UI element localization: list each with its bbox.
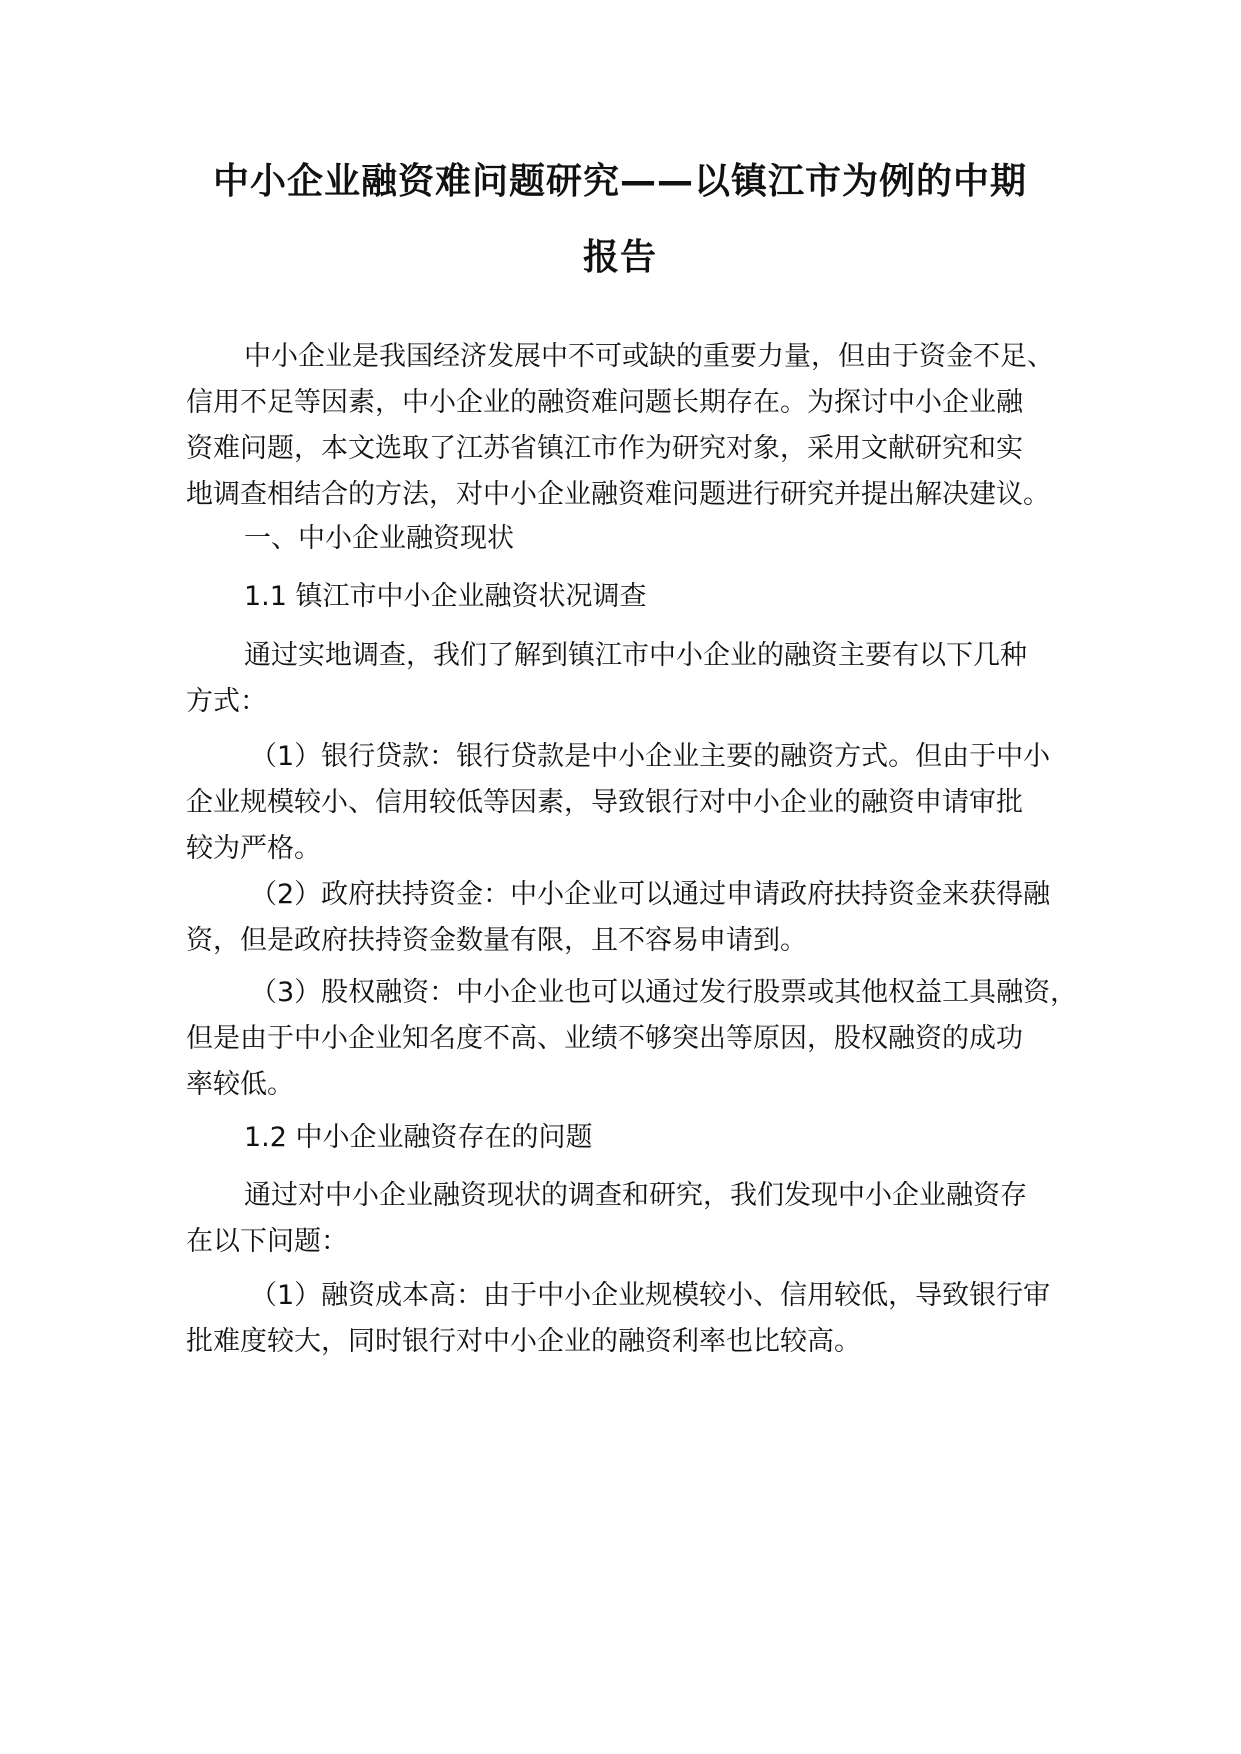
intro-line: 信用不足等因素，中小企业的融资难问题长期存在。为探讨中小企业融 <box>186 387 1023 418</box>
subsection-heading-text: 1.1 镇江市中小企业融资状况调查 <box>244 581 647 612</box>
section-1-heading <box>186 516 1086 562</box>
paragraph-line: （1）融资成本高：由于中小企业规模较小、信用较低，导致银行审 <box>250 1280 1051 1311</box>
paragraph-line: 通过实地调查，我们了解到镇江市中小企业的融资主要有以下几种 <box>244 640 1027 671</box>
paragraph-line: 资，但是政府扶持资金数量有限，且不容易申请到。 <box>186 925 807 956</box>
paragraph-line: （1）银行贷款：银行贷款是中小企业主要的融资方式。但由于中小 <box>250 741 1051 772</box>
document-title-line-1: 中小企业融资难问题研究——以镇江市为例的中期 <box>212 161 1027 202</box>
document-title-line-2: 报告 <box>582 237 657 278</box>
section-heading-text: 一、中小企业融资现状 <box>244 523 514 554</box>
paragraph-line: 通过对中小企业融资现状的调查和研究，我们发现中小企业融资存 <box>244 1180 1027 1211</box>
paragraph-line: （3）股权融资：中小企业也可以通过发行股票或其他权益工具融资， <box>250 977 1078 1008</box>
paragraph-line: 企业规模较小、信用较低等因素，导致银行对中小企业的融资申请审批 <box>186 787 1023 818</box>
paragraph-line: 较为严格。 <box>186 833 321 864</box>
intro-line: 地调查相结合的方法，对中小企业融资难问题进行研究并提出解决建议。 <box>186 479 1050 510</box>
paragraph-line: （2）政府扶持资金：中小企业可以通过申请政府扶持资金来获得融 <box>250 879 1051 910</box>
list-item-equity-financing <box>186 970 1086 1108</box>
paragraph-line: 方式： <box>186 686 267 717</box>
paragraph-line: 率较低。 <box>186 1069 294 1100</box>
paragraph-line: 但是由于中小企业知名度不高、业绩不够突出等原因，股权融资的成功 <box>186 1023 1023 1054</box>
subsection-1-2-heading <box>186 1115 1086 1161</box>
subsection-1-1-intro <box>186 633 1086 725</box>
intro-line: 中小企业是我国经济发展中不可或缺的重要力量，但由于资金不足、 <box>244 341 1054 372</box>
subsection-heading-text: 1.2 中小企业融资存在的问题 <box>244 1122 593 1153</box>
subsection-1-1-heading <box>186 574 1086 620</box>
intro-line: 资难问题，本文选取了江苏省镇江市作为研究对象，采用文献研究和实 <box>186 433 1023 464</box>
intro-paragraph <box>186 334 1086 518</box>
paragraph-line: 批难度较大，同时银行对中小企业的融资利率也比较高。 <box>186 1326 861 1357</box>
list-item-government-funds <box>186 872 1086 964</box>
list-item-bank-loan <box>186 734 1086 872</box>
list-item-high-cost <box>186 1273 1086 1365</box>
subsection-1-2-intro <box>186 1173 1086 1265</box>
paragraph-line: 在以下问题： <box>186 1226 348 1257</box>
